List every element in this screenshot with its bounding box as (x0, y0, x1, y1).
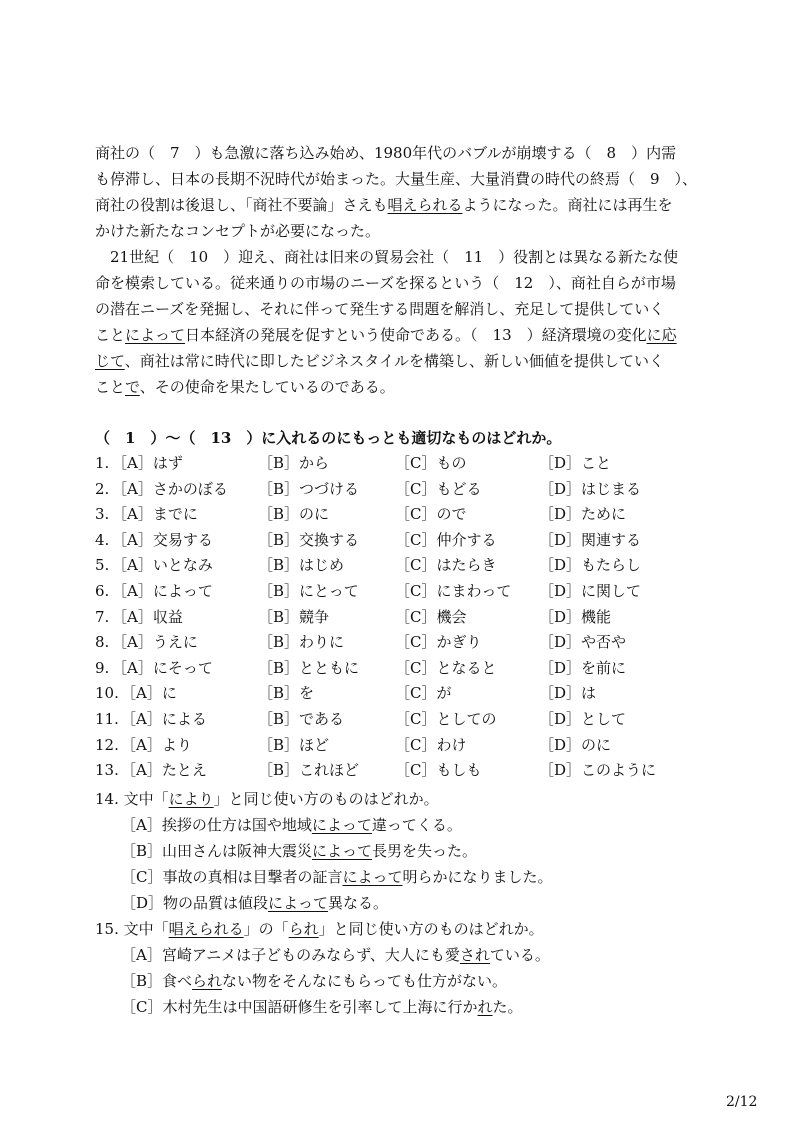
question-14-option-c[interactable]: ［C］事故の真相は目撃者の証言によって明らかになりました。 (121, 868, 553, 886)
underlined-phrase: 唱えられる (168, 920, 244, 938)
choice-a[interactable]: ［A］より (121, 735, 192, 754)
choice-c[interactable]: ［C］もどる (395, 479, 482, 498)
choice-d[interactable]: ［D］このように (539, 761, 657, 780)
choice-b[interactable]: ［B］交換する (258, 530, 360, 549)
choice-a[interactable]: ［A］によって (112, 581, 213, 600)
choice-a[interactable]: ［A］いとなみ (112, 556, 213, 575)
passage-line: じて、商社は常に時代に即したビジネスタイルを構築し、新しい価値を提供していく (95, 352, 664, 370)
underlined-phrase: られ (288, 920, 319, 938)
choice-c[interactable]: ［C］わけ (395, 735, 467, 754)
choice-c[interactable]: ［C］もの (395, 454, 467, 472)
choice-c[interactable]: ［C］にまわって (395, 581, 512, 600)
choice-a[interactable]: ［A］さかのぼる (112, 479, 228, 498)
page-number: 2/12 (726, 1094, 758, 1110)
choice-b[interactable]: ［B］これほど (258, 761, 360, 780)
underlined-phrase: に応 (646, 326, 677, 344)
underlined-phrase: 唱えられる (387, 196, 463, 214)
choice-c[interactable]: ［C］が (395, 684, 452, 703)
choice-d[interactable]: ［D］機能 (539, 607, 612, 626)
question-14-option-b[interactable]: ［B］山田さんは阪神大震災によって長男を失った。 (121, 842, 478, 860)
choice-b[interactable]: ［B］にとって (258, 581, 359, 600)
underlined-phrase: によって (125, 326, 186, 344)
choice-d[interactable]: ［D］もたらし (539, 556, 642, 575)
passage-paragraph-2 (95, 244, 695, 400)
choice-a[interactable]: ［A］までに (112, 505, 198, 524)
choice-a[interactable]: ［A］うえに (112, 633, 198, 652)
passage-line: かけた新たなコンセプトが必要になった。 (95, 222, 381, 240)
choice-d[interactable]: ［D］のに (539, 735, 612, 754)
passage-line: ことによって日本経済の発展を促すという使命である。（ 13 ）経済環境の変化に応 (95, 326, 677, 344)
choice-c[interactable]: ［C］としての (395, 709, 497, 728)
document-page: 商社の（ 7 ）も急激に落ち込み始め、1980年代のバブルが崩壊する（ 8 ）内需 も停滞し、日本の長期不況時代が始まった。大量生産、大量消費の時代の終焉（ 9 ）、 商社の役割は後退し、「商社不要論」さえも唱えられるようになった。商社には再生を かけた新たなコンセプトが必要になった。 21世紀（ 10 ）迎え、商社は旧来の貿易会社（ 11 ）役割とは異なる新たな使 命を模索している。従来通りの市場のニーズを探るという（ 12 ）、商社自らが市場 の潜在ニーズを発掘し、それに伴って発生する問題を解消し、充足して提供していく ことによって日本経済の発展を促すという使命である。（ 13 ）経済環境の変化に応 じて、商社は常に時代に即したビジネスタイルを構築し、新しい価値を提供していく ことで、その使命を果たしているのである。 （ 1 ）～（ 13 ）に入れるのにもっとも適切なものはどれか。 1. ［A］はず ［B］から ［C］もの ［D］こと 2. ［A］さかのぼる ［B］つづける ［C］もどる ［D］はじまる 3. ［A］までに ［B］のに ［C］ので ［D］ために 4. ［A］交易する ［B］交換する ［C］仲介する ［D］関連する 5. ［A］いとなみ ［B］はじめ ［C］はたらき ［D］もたらし 6. ［A］によって ［B］にとって ［C］にまわって ［D］に関して 7. ［A］収益 ［B］競争 ［C］機会 ［D］機能 8. ［A］うえに ［B］わりに ［C］かぎり ［D］や否や 9. ［A］にそって ［B］とともに ［C］となると ［D］を前に 10. ［A］に ［B］を ［C］が ［D］は 11. ［A］による ［B］である ［C］としての ［D］として 12. ［A］より ［B］ほど ［C］わけ ［D］のに 13. ［A］たとえ ［B］これほど ［C］もしも ［D］このように 14. 文中「により」と同じ使い方のものはどれか。 ［A］挨拶の仕方は国や地域によって違ってくる。 ［B］山田さんは阪神大震災によって長男を失った。 ［C］事故の真相は目撃者の証言によって明らかになりました。 ［D］物の品質は値段によって異なる。 15. 文中「唱えられる」の「られ」と同じ使い方のものはどれか。 ［A］宮崎アニメは子どものみならず、大人にも愛されている。 ［B］食べられない物をそんなにもらっても仕方がない。 ［C］木村先生は中国語研修生を引率して上海に行かれた。 2/12 (0, 0, 800, 1132)
passage-line: 命を模索している。従来通りの市場のニーズを探るという（ 12 ）、商社自らが市場 (95, 274, 676, 292)
underlined-phrase: により (168, 790, 214, 808)
choice-c[interactable]: ［C］はたらき (395, 556, 497, 575)
choice-a[interactable]: ［A］収益 (112, 607, 183, 626)
question-14-option-d[interactable]: ［D］物の品質は値段によって異なる。 (121, 894, 389, 912)
question-header: （ 1 ）～（ 13 ）に入れるのにもっとも適切なものはどれか。 (95, 429, 562, 447)
passage-paragraph-1 (95, 140, 698, 244)
choice-d[interactable]: ［D］に関して (539, 581, 642, 600)
choice-a[interactable]: ［A］にそって (112, 658, 213, 677)
choice-d[interactable]: ［D］関連する (539, 530, 642, 549)
choice-c[interactable]: ［C］もしも (395, 761, 482, 780)
choice-d[interactable]: ［D］は (539, 684, 597, 703)
choice-c[interactable]: ［C］仲介する (395, 530, 497, 549)
choice-b[interactable]: ［B］競争 (258, 607, 330, 626)
choice-a[interactable]: ［A］はず (112, 454, 183, 472)
underlined-phrase: で (125, 378, 140, 396)
choice-b[interactable]: ［B］はじめ (258, 556, 345, 575)
underlined-phrase: じて (95, 352, 125, 370)
passage-line: も停滞し、日本の長期不況時代が始まった。大量生産、大量消費の時代の終焉（ 9 ）、 (95, 170, 698, 188)
choice-b[interactable]: ［B］とともに (258, 658, 360, 677)
choice-c[interactable]: ［C］かぎり (395, 633, 482, 652)
choice-b[interactable]: ［B］ほど (258, 735, 330, 754)
choice-a[interactable]: ［A］たとえ (121, 761, 207, 780)
choice-d[interactable]: ［D］ために (539, 505, 627, 524)
choice-a[interactable]: ［A］交易する (112, 530, 213, 549)
choice-c[interactable]: ［C］ので (395, 505, 467, 524)
choice-b[interactable]: ［B］から (258, 454, 330, 472)
question-15-option-a[interactable]: ［A］宮崎アニメは子どものみならず、大人にも愛されている。 (121, 946, 550, 964)
passage-line: 商社の（ 7 ）も急激に落ち込み始め、1980年代のバブルが崩壊する（ 8 ）内需 (95, 144, 677, 162)
question-15-option-c[interactable]: ［C］木村先生は中国語研修生を引率して上海に行かれた。 (121, 998, 523, 1016)
choice-b[interactable]: ［B］つづける (258, 479, 360, 498)
passage-line: の潜在ニーズを発掘し、それに伴って発生する問題を解消し、充足して提供していく (95, 300, 665, 318)
question-15-option-b[interactable]: ［B］食べられない物をそんなにもらっても仕方がない。 (121, 972, 508, 990)
choice-d[interactable]: ［D］こと (539, 454, 612, 472)
choice-b[interactable]: ［B］を (258, 684, 315, 703)
passage-line: 21世紀（ 10 ）迎え、商社は旧来の貿易会社（ 11 ）役割とは異なる新たな使 (95, 248, 679, 266)
question-14-stem: 14. 文中「により」と同じ使い方のものはどれか。 (95, 790, 439, 808)
choice-b[interactable]: ［B］わりに (258, 633, 345, 652)
choice-a[interactable]: ［A］に (121, 684, 177, 703)
choice-d[interactable]: ［D］として (539, 709, 627, 728)
choice-d[interactable]: ［D］はじまる (539, 479, 642, 498)
question-15-stem: 15. 文中「唱えられる」の「られ」と同じ使い方のものはどれか。 (95, 920, 544, 938)
choice-b[interactable]: ［B］のに (258, 505, 330, 524)
choice-d[interactable]: ［D］を前に (539, 658, 627, 677)
question-14-option-a[interactable]: ［A］挨拶の仕方は国や地域によって違ってくる。 (121, 816, 462, 834)
choice-c[interactable]: ［C］となると (395, 658, 497, 677)
choice-c[interactable]: ［C］機会 (395, 607, 467, 626)
choice-b[interactable]: ［B］である (258, 709, 345, 728)
passage-line: 商社の役割は後退し、「商社不要論」さえも唱えられるようになった。商社には再生を (95, 196, 673, 214)
passage-line: ことで、その使命を果たしているのである。 (95, 378, 395, 396)
choice-d[interactable]: ［D］や否や (539, 633, 627, 652)
choice-a[interactable]: ［A］による (121, 709, 207, 728)
